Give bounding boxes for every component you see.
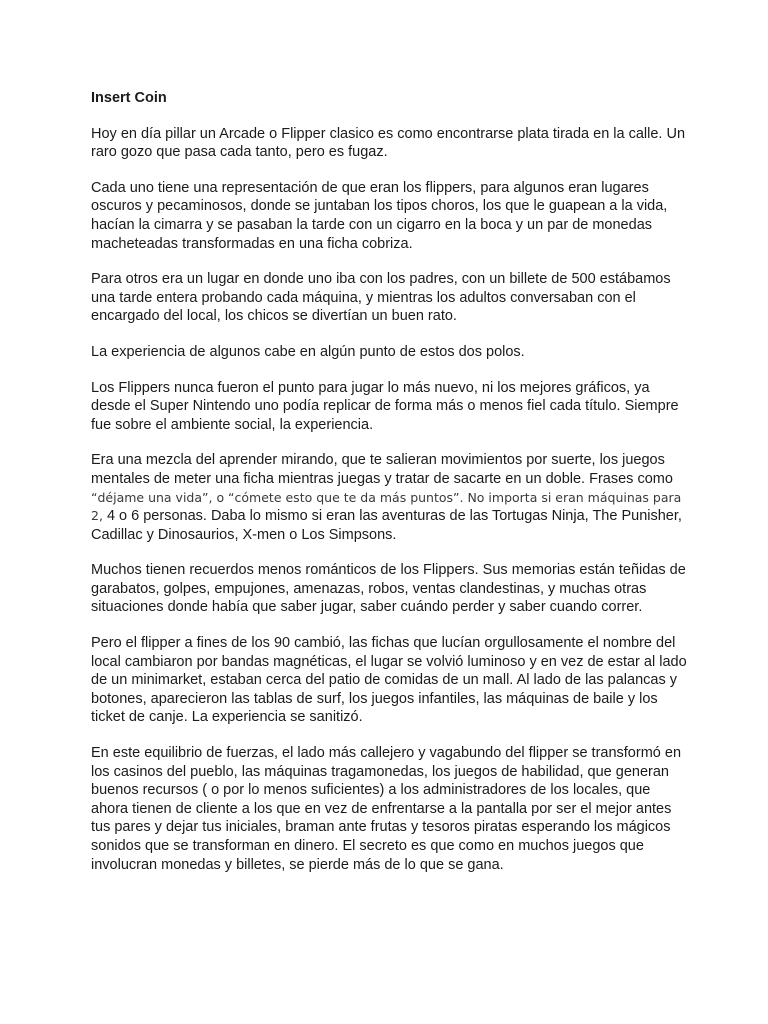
paragraph-6-part-3: 4 o 6 personas. Daba lo mismo si eran las aventuras de las Tortugas Ninja, The Punisher, Cadillac y Dinosaurios, X-men o Los Simpsons.: [91, 508, 682, 543]
paragraph-5: Los Flippers nunca fueron el punto para jugar lo más nuevo, ni los mejores gráficos, ya desde el Super Nintendo uno podía replicar de forma más o menos fiel cada título. Siempre fue sobre el ambiente social, la experiencia.: [91, 379, 679, 433]
paragraph-1: Hoy en día pillar un Arcade o Flipper clasico es como encontrarse plata tirada en la calle. Un raro gozo que pasa cada tanto, pero es fugaz.: [91, 125, 686, 161]
paragraph-7: Muchos tienen recuerdos menos románticos de los Flippers. Sus memorias están teñidas de garabatos, golpes, empujones, amenazas, robos, ventas clandestinas, y muchas otras situaciones donde había que saber jugar, saber cuándo perder y saber cuando correr.: [91, 562, 686, 616]
document-title: Insert Coin: [91, 90, 167, 106]
paragraph-8: Pero el flipper a fines de los 90 cambió, las fichas que lucían orgullosamente el nombre del local cambiaron por bandas magnéticas, el lugar se volvió luminoso y en vez de estar al lado de un minimarket, estaban cerca del patio de comidas de un mall. Al lado de las palancas y botones, aparecieron las tablas de surf, los juegos infantiles, las máquinas de baile y los ticket de canje. La experiencia se sanitizó.: [91, 635, 687, 726]
paragraph-2: Cada uno tiene una representación de que eran los flippers, para algunos eran lugares oscuros y pecaminosos, donde se juntaban los tipos choros, los que le guapean a la vida, hacían la cimarra y se pasaban la tarde con un cigarro en la boca y un par de monedas macheteadas transformadas en una ficha cobriza.: [91, 179, 668, 252]
paragraph-6-part-1: Era una mezcla del aprender mirando, que te salieran movimientos por suerte, los juegos mentales de meter una ficha mientras juegas y tratar de sacarte en un doble. Frases como: [91, 452, 673, 487]
paragraph-4: La experiencia de algunos cabe en algún punto de estos dos polos.: [91, 343, 525, 360]
document-body: [91, 89, 691, 891]
paragraph-6-quoted-phrases: “déjame una vida”, o “cómete esto que te da más puntos”. No importa si eran máquinas para 2,: [91, 489, 682, 524]
paragraph-6: [91, 451, 691, 544]
paragraph-3: Para otros era un lugar en donde uno iba con los padres, con un billete de 500 estábamos una tarde entera probando cada máquina, y mientras los adultos conversaban con el encargado del local, los chicos se divertían un buen rato.: [91, 271, 671, 325]
paragraph-9: En este equilibrio de fuerzas, el lado más callejero y vagabundo del flipper se transformó en los casinos del pueblo, las máquinas tragamonedas, los juegos de habilidad, que generan buenos recursos ( o por lo menos suficientes) a los administradores de los locales, que ahora tienen de cliente a los que en vez de enfrentarse a la pantalla por ser el mejor antes tus pares y dejar tus iniciales, braman ante frutas y tesoros piratas esperando los mágicos sonidos que se transforman en dinero. El secreto es que como en muchos juegos que involucran monedas y billetes, se pierde más de lo que se gana.: [91, 745, 682, 873]
